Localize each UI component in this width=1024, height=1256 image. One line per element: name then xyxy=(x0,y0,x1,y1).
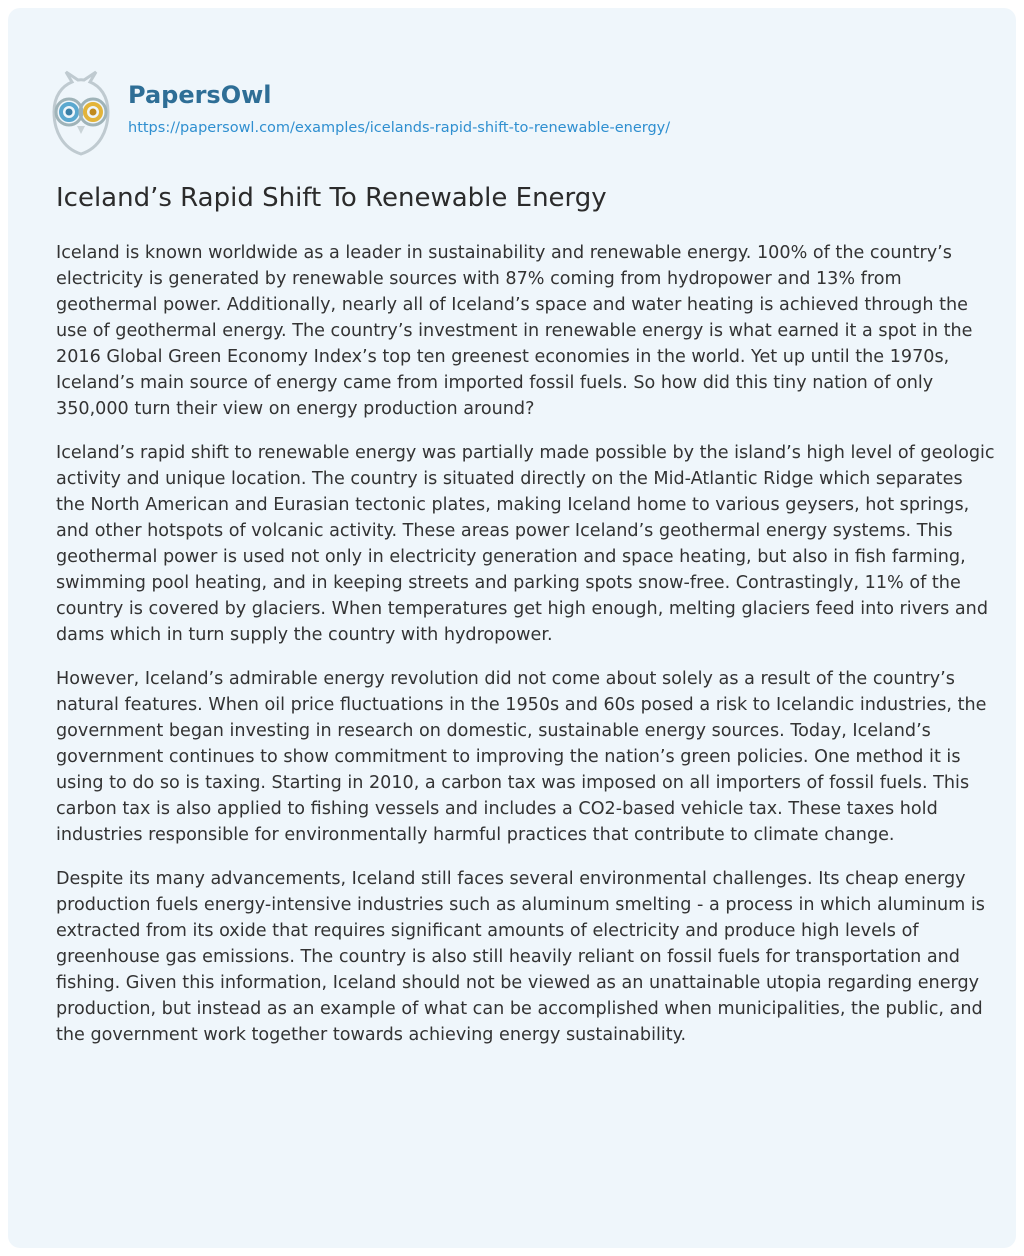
essay-paragraph: Iceland’s rapid shift to renewable energy was partially made possible by the island’s high level of geologic activity and unique location. The country is situated directly on the Mid-Atlantic Ridge which separates the North American and Eurasian tectonic plates, making Iceland home to various geysers, hot springs, and other hotspots of volcanic activity. These areas power Iceland’s geothermal energy systems. This geothermal power is used not only in electricity generation and space heating, but also in fish farming, swimming pool heating, and in keeping streets and parking spots snow-free. Contrastingly, 11% of the country is covered by glaciers. When temperatures get high enough, melting glaciers feed into rivers and dams which in turn supply the country with hydropower. xyxy=(56,443,995,645)
site-header xyxy=(48,68,670,158)
essay-paragraph: Despite its many advancements, Iceland still faces several environmental challenges. Its cheap energy production fuels energy-intensive industries such as aluminum smelting - a process in which aluminum is extracted from its oxide that requires significant amounts of electricity and produce high levels of greenhouse gas emissions. The country is also still heavily reliant on fossil fuels for transportation and fishing. Given this information, Iceland should not be viewed as an unattainable utopia regarding energy production, but instead as an example of what can be accomplished when municipalities, the public, and the government work together towards achieving energy sustainability. xyxy=(56,869,985,1045)
essay-card xyxy=(8,8,1016,1248)
essay-paragraph: However, Iceland’s admirable energy revolution did not come about solely as a result of the country’s natural features. When oil price fluctuations in the 1950s and 60s posed a risk to Icelandic industries, the government began investing in research on domestic, sustainable energy sources. Today, Iceland’s government continues to show commitment to improving the nation’s green policies. One method it is using to do so is taxing. Starting in 2010, a carbon tax was imposed on all importers of fossil fuels. This carbon tax is also applied to fishing vessels and includes a CO2-based vehicle tax. These taxes hold industries responsible for environmentally harmful practices that contribute to climate change. xyxy=(56,669,987,845)
essay-title: Iceland’s Rapid Shift To Renewable Energy xyxy=(56,183,607,213)
brand-name[interactable]: PapersOwl xyxy=(128,81,272,109)
essay-body xyxy=(56,240,996,1066)
owl-logo-icon[interactable] xyxy=(48,68,114,158)
source-url-link[interactable]: https://papersowl.com/examples/icelands-rapid-shift-to-renewable-energy/ xyxy=(128,120,671,136)
essay-paragraph: Iceland is known worldwide as a leader in sustainability and renewable energy. 100% of the country’s electricity is generated by renewable sources with 87% coming from hydropower and 13% from geothermal power. Additionally, nearly all of Iceland’s space and water heating is achieved through the use of geothermal energy. The country’s investment in renewable energy is what earned it a spot in the 2016 Global Green Economy Index’s top ten greenest economies in the world. Yet up until the 1970s, Iceland’s main source of energy came from imported fossil fuels. So how did this tiny nation of only 350,000 turn their view on energy production around? xyxy=(56,243,973,419)
brand-block xyxy=(128,81,671,138)
